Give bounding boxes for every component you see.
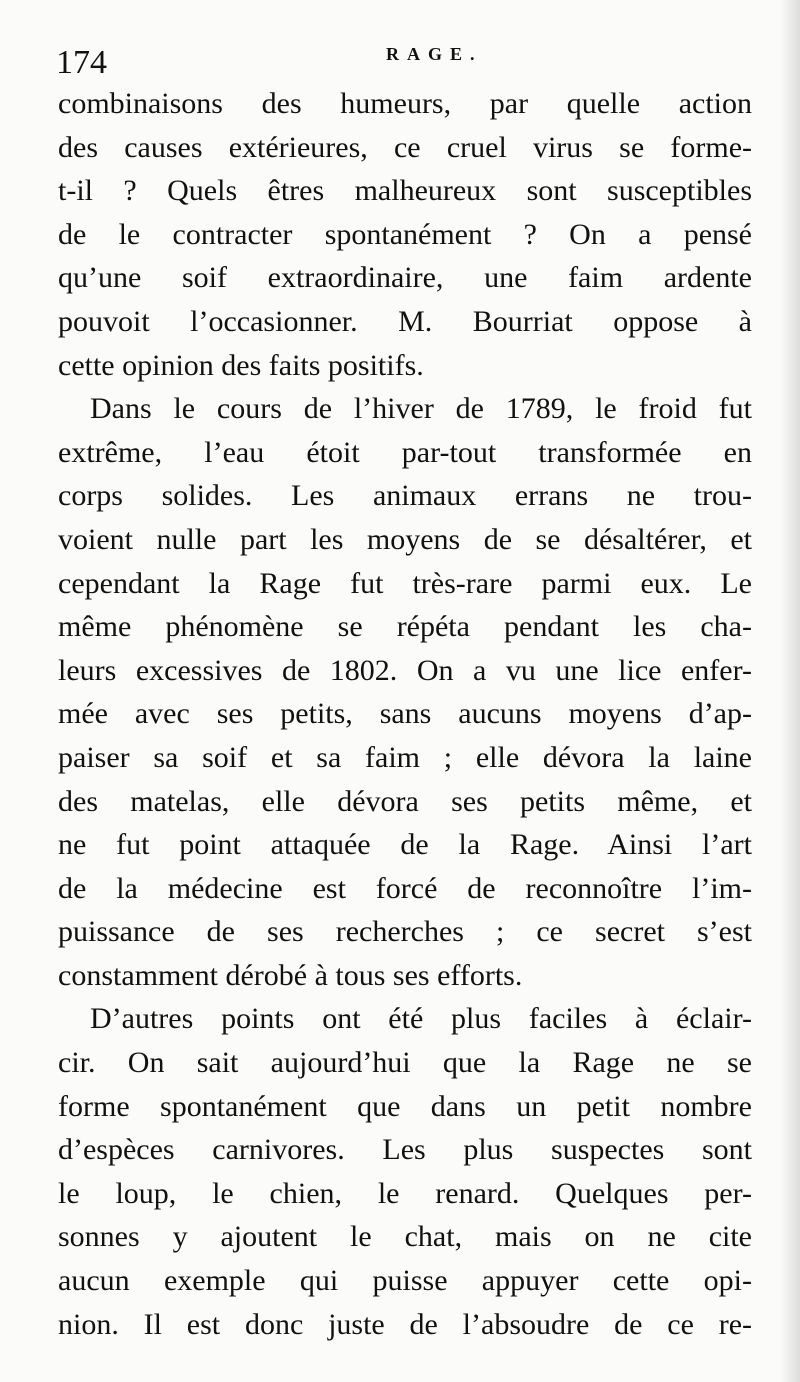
text-line: cependant la Rage fut très-rare parmi eux. Le [58,566,752,600]
text-line: le loup, le chien, le renard. Quelques per- [58,1176,752,1210]
text-line: cir. On sait aujourd’hui que la Rage ne se [58,1046,752,1080]
body-text [58,82,752,1346]
text-line: qu’une soif extraordinaire, une faim ardente [58,261,752,295]
text-line: d’espèces carnivores. Les plus suspectes sont [58,1133,752,1167]
running-head: RAGE. [386,44,483,64]
text-line: de la médecine est forcé de reconnoître l’im- [58,871,752,905]
text-line: aucun exemple qui puisse appuyer cette opi- [58,1264,752,1298]
page-number: 174 [56,44,107,81]
text-line: mée avec ses petits, sans aucuns moyens d’ap- [58,697,752,731]
text-line: voient nulle part les moyens de se désaltérer, et [58,522,752,556]
text-line: t-il ? Quels êtres malheureux sont susceptibles [58,174,752,208]
text-line: constamment dérobé à tous ses efforts. [58,958,523,992]
text-line: D’autres points ont été plus faciles à éclair- [90,1002,752,1036]
text-line: Dans le cours de l’hiver de 1789, le froid fut [90,392,752,426]
text-line: des matelas, elle dévora ses petits même, et [58,784,752,818]
page-header [56,38,756,88]
text-line: des causes extérieures, ce cruel virus se forme- [58,130,752,164]
text-line: paiser sa soif et sa faim ; elle dévora la laine [58,740,752,774]
text-line: ne fut point attaquée de la Rage. Ainsi l’art [58,828,752,862]
text-line: pouvoit l’occasionner. M. Bourriat oppose à [58,304,752,338]
text-line: corps solides. Les animaux errans ne trou- [58,479,752,513]
text-line: extrême, l’eau étoit par-tout transformée en [58,435,752,469]
text-line: de le contracter spontanément ? On a pensé [58,217,752,251]
text-line: leurs excessives de 1802. On a vu une lice enfer- [58,653,752,687]
text-line: même phénomène se répéta pendant les cha- [58,610,752,644]
page-edge-shadow [780,0,800,1382]
text-line: nion. Il est donc juste de l’absoudre de ce re- [58,1307,752,1341]
text-line: forme spontanément que dans un petit nombre [58,1089,752,1123]
text-line: cette opinion des faits positifs. [58,348,424,382]
text-line: combinaisons des humeurs, par quelle action [58,87,752,120]
text-line: puissance de ses recherches ; ce secret s’est [58,915,752,949]
text-line: sonnes y ajoutent le chat, mais on ne cite [58,1220,752,1254]
